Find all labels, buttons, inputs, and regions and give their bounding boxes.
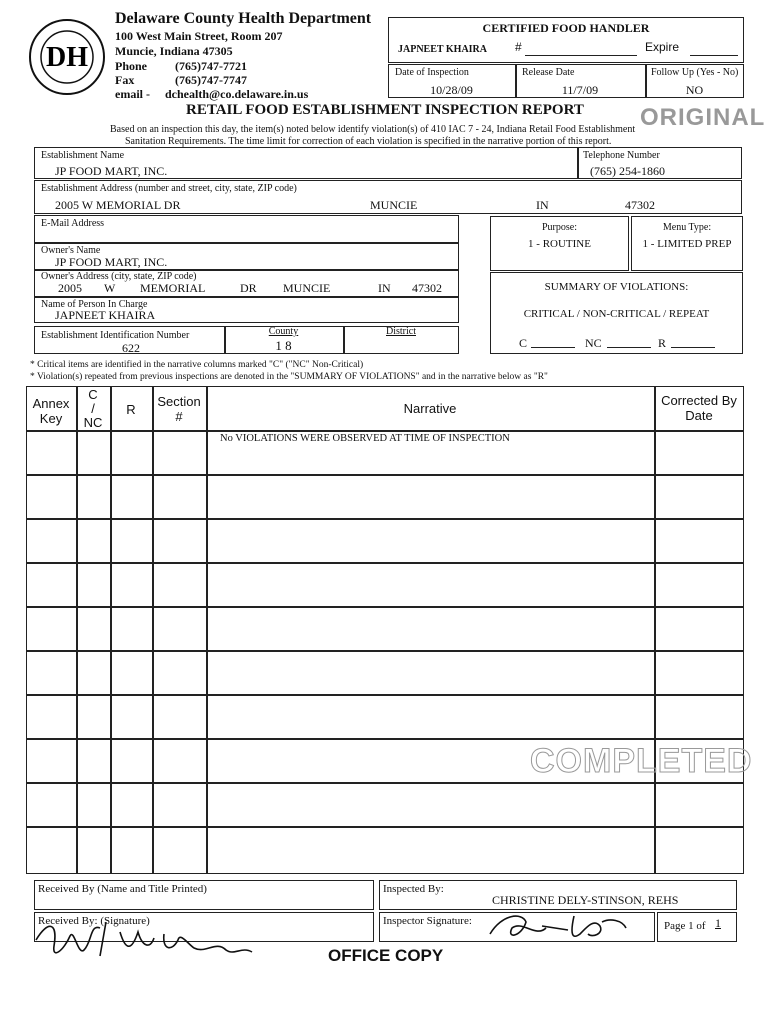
summary-c-label: C <box>519 336 528 350</box>
col-narrative: Narrative <box>403 401 457 416</box>
establishment-state: IN <box>536 198 549 212</box>
telephone: (765) 254-1860 <box>590 164 665 178</box>
col-annex-key: Annex Key <box>32 396 70 426</box>
establishment-id-label: Establishment Identification Number <box>41 330 190 341</box>
owner-address-city: MUNCIE <box>283 281 331 295</box>
owner-address-state: IN <box>378 281 391 295</box>
establishment-id: 622 <box>122 341 140 355</box>
establishment-zip: 47302 <box>625 198 655 212</box>
email-label: E-Mail Address <box>41 218 105 229</box>
col-r: R <box>126 402 136 417</box>
col-c: C <box>88 387 98 402</box>
owner-address-street: MEMORIAL <box>140 281 206 295</box>
received-by-label: Received By (Name and Title Printed) <box>38 883 207 895</box>
summary-nc-label: NC <box>585 336 602 350</box>
food-handler-expire-label: Expire <box>645 40 680 54</box>
svg-text:DH: DH <box>46 42 88 73</box>
establishment-name: JP FOOD MART, INC. <box>55 164 168 178</box>
agency-fax-label: Fax <box>115 73 135 87</box>
intro-line-2: Sanitation Requirements. The time limit for correction of each violation is specified in the narrative portion of this report. <box>125 136 612 147</box>
report-title: RETAIL FOOD ESTABLISHMENT INSPECTION REPORT <box>186 102 584 118</box>
agency-fax: (765)747-7747 <box>175 73 247 87</box>
inspector-name: CHRISTINE DELY-STINSON, REHS <box>492 893 679 907</box>
agency-email-label: email - <box>115 87 150 101</box>
owner-address-dir: W <box>104 281 116 295</box>
inspection-date: 10/28/09 <box>430 83 473 97</box>
note-critical: * Critical items are identified in the narrative columns marked "C" ("NC" Non-Critical) <box>30 360 364 370</box>
release-date-label: Release Date <box>522 67 575 78</box>
owner-address-suffix: DR <box>240 281 257 295</box>
person-in-charge: JAPNEET KHAIRA <box>55 308 156 322</box>
telephone-label: Telephone Number <box>583 150 660 161</box>
agency-phone-label: Phone <box>115 59 148 73</box>
completed-stamp: COMPLETED <box>530 742 753 780</box>
original-stamp: ORIGINAL <box>640 104 766 131</box>
col-section: Section # <box>157 394 201 424</box>
summary-r-label: R <box>658 336 667 350</box>
received-signature <box>30 910 260 970</box>
inspector-signature-label: Inspector Signature: <box>383 915 472 927</box>
county-label: County <box>268 326 299 337</box>
followup-label: Follow Up (Yes - No) <box>651 67 739 78</box>
agency-phone: (765)747-7721 <box>175 59 247 73</box>
district-label: District <box>386 326 416 337</box>
agency-name: Delaware County Health Department <box>115 10 372 27</box>
person-in-charge-label: Name of Person In Charge <box>41 299 148 310</box>
col-nc: NC <box>83 415 103 430</box>
table-row-narrative: No VIOLATIONS WERE OBSERVED AT TIME OF INSPECTION <box>220 433 510 444</box>
establishment-address-label: Establishment Address (number and street, city, state, ZIP code) <box>41 183 297 194</box>
establishment-city: MUNCIE <box>370 198 418 212</box>
establishment-street: 2005 W MEMORIAL DR <box>55 198 181 212</box>
agency-email: dchealth@co.delaware.in.us <box>165 87 309 101</box>
owner-name: JP FOOD MART, INC. <box>55 255 168 269</box>
note-repeat: * Violation(s) repeated from previous inspections are denoted in the "SUMMARY OF VIOLATIONS" and in the narrative below as "R" <box>30 372 548 382</box>
purpose-label: Purpose: <box>542 222 577 233</box>
summary-types: CRITICAL / NON-CRITICAL / REPEAT <box>523 308 710 320</box>
agency-seal <box>28 18 106 96</box>
inspection-date-label: Date of Inspection <box>395 67 469 78</box>
col-slash: / <box>91 401 95 416</box>
owner-label: Owner's Name <box>41 245 101 256</box>
summary-title: SUMMARY OF VIOLATIONS: <box>544 281 689 293</box>
inspected-by-label: Inspected By: <box>383 883 444 895</box>
page-total: 1 <box>715 916 721 930</box>
food-handler-name: JAPNEET KHAIRA <box>398 44 487 55</box>
col-corrected: Corrected By Date <box>661 393 737 423</box>
owner-address-zip: 47302 <box>412 281 442 295</box>
followup-value: NO <box>685 83 704 97</box>
menu-label: Menu Type: <box>662 222 712 233</box>
owner-address-label: Owner's Address (city, state, ZIP code) <box>41 271 197 282</box>
intro-line-1: Based on an inspection this day, the item(s) noted below identify violation(s) of 410 IAC 7 - 24, Indiana Retail Food Establishment <box>110 124 636 135</box>
county-value: 1 8 <box>275 338 292 353</box>
violations-table <box>26 386 744 874</box>
office-copy-label: OFFICE COPY <box>328 946 444 965</box>
page-label: Page 1 of <box>664 920 706 932</box>
purpose-value: 1 - ROUTINE <box>528 238 591 250</box>
menu-value: 1 - LIMITED PREP <box>642 238 732 250</box>
release-date: 11/7/09 <box>561 83 599 97</box>
agency-city: Muncie, Indiana 47305 <box>115 44 233 58</box>
inspector-signature <box>482 908 632 946</box>
agency-address: 100 West Main Street, Room 207 <box>115 29 283 43</box>
food-handler-number-label: # <box>515 40 522 54</box>
establishment-name-label: Establishment Name <box>41 150 125 161</box>
food-handler-title: CERTIFIED FOOD HANDLER <box>482 21 650 35</box>
owner-address-num: 2005 <box>58 281 82 295</box>
received-signature-label: Received By: (Signature) <box>38 915 150 927</box>
